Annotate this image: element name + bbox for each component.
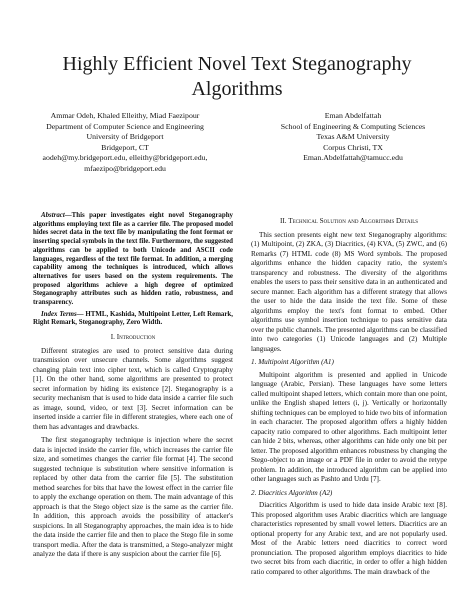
author-line: mfaezipo@bridgeport.edu: [84, 163, 166, 173]
index-terms: Index Terms— HTML, Kashida, Multipoint Letter, Left Remark, Right Remark, Steganography, Zero Width.: [33, 310, 233, 327]
paragraph: Multipoint algorithm is presented and applied in Unicode language (Arabic, Persian). These languages have some letters called multipoint shaped letters, which contain more than one point, unlike the English shaped letters (i, j). Vertically or horizontally shifting techniques can be employed to hide two bits of information in each character. The proposed algorithm offers a highly hidden capacity ratio compared to other algorithms. Each multipoint letter can hide 2 bits, whereas, other algorithms can hide only one bit per letter. The proposed algorithm enhances robustness by changing the Stego-object to an image or a PDF file in order to avoid the retype problem. In addition, the introduced algorithm can be applied into other languages such as Pashto and Urdu [7].: [251, 370, 447, 483]
left-column: [33, 212, 233, 564]
index-terms-label: Index Terms: [41, 310, 77, 318]
author-block-right: [246, 111, 460, 164]
author-line: Bridgeport, CT: [101, 142, 149, 152]
author-line: Department of Computer Science and Engineering: [46, 121, 204, 131]
author-line: Ammar Odeh, Khaled Elleithy, Miad Faezipour: [50, 111, 200, 120]
author-block-left: [16, 111, 234, 175]
subsection-heading-diacritics: 2. Diacritics Algorithm (A2): [251, 488, 333, 497]
abstract: Abstract—This paper investigates eight novel Steganography algorithms employing text file as a carrier file. The proposed model hides secret data in the text file by manipulating the font format or inserting special symbols in the text file. Furthermore, the suggested algorithms can be applied to both Unicode and ASCII code languages, regardless of the text file format. In addition, a merging capability among the techniques is introduced, which allows alternatives for users based on the system requirements. The proposed algorithms achieve a high degree of optimized Steganography attributes such as hidden ratio, robustness, and transparency.: [33, 212, 233, 307]
section-heading-introduction: I. Introduction: [110, 333, 156, 342]
abstract-text: This paper investigates eight novel Steganography algorithms employing text file as a carrier file. The proposed model hides secret data in the text file by manipulating the font format or inserting special symbols in the text file. Furthermore, the suggested algorithms can be applied to both Unicode and ASCII code languages, regardless of the text file format. In addition, a merging capability among the techniques is introduced, which allows alternatives for users based on the system requirements. The proposed algorithms achieve a high degree of optimized Steganography attributes such as hidden ratio, robustness, and transparency.: [33, 212, 233, 307]
paragraph: Different strategies are used to protect sensitive data during transmission over unsecure channels. Some algorithms suggest changing plain text into cipher text, which is called Cryptography [1]. On the other hand, some algorithms are presented to protect secret information by hiding its existence [2]. Steganography is a security mechanism that is used to hide data inside a carrier file such as image, sound, video, or text [3]. Secret information can be inserted inside a carrier file in different strategies, where each one of them has advantages and drawbacks.: [33, 346, 233, 431]
paragraph: This section presents eight new text Steganography algorithms: (1) Multipoint, (2) ZKA, (3) Diacritics, (4) KVA, (5) ZWC, and (6) Remarks (7) HTML code (8) MS Word symbols. The proposed algorithms enhance the hidden capacity ratio, the system's transparency and robustness. The diversity of the algorithms enables the users to pass their sensitive data in an authenticated and secure manner. Each algorithm has a different strategy that allows the user to hide the data inside the text file. Some of these algorithms employ the text's font format to embed. Other algorithms use symbol insertion technique to pass sensitive data over the public channels. The presented algorithms can be classified into two categories (1) Unicode languages and (2) Multiple languages.: [251, 230, 447, 353]
author-line: Eman Abdelfattah: [324, 111, 382, 120]
index-terms-text: HTML, Kashida, Multipoint Letter, Left Remark, Right Remark, Steganography, Zero Width.: [33, 310, 233, 327]
author-line: Corpus Christi, TX: [323, 142, 383, 152]
author-line: University of Bridgeport: [86, 132, 164, 142]
author-line: Eman.Abdelfattah@tamucc.edu: [303, 153, 403, 163]
paper-title: Highly Efficient Novel Text Steganography Algorithms: [62, 53, 412, 100]
paragraph: Diacritics Algorithm is used to hide data inside Arabic text [8]. This proposed algorithm uses Arabic diacritics which are language characteristics represented by small vowel letters. Diacritics are an optional property for any Arabic text, and are not popularly used. Most of the Arabic letters need diacritics to correct word pronunciation. The proposed algorithm employs diacritics to hide two secret bits from each diacritic, in order to offer a high hidden ratio compared to other algorithms. The main drawback of the: [251, 501, 447, 576]
author-line: Texas A&M University: [316, 132, 390, 142]
author-line: School of Engineering & Computing Sciences: [280, 121, 426, 131]
section-heading-technical-solution: II. Technical Solution and Algorithms Details: [279, 217, 419, 225]
abstract-label: Abstract: [41, 212, 65, 219]
author-line: aodeh@my.bridgeport.edu, elleithy@bridgeport.edu,: [42, 153, 208, 163]
right-column: [251, 212, 447, 581]
subsection-heading-multipoint: 1. Multipoint Algorithm (A1): [251, 358, 334, 366]
paragraph: The first steganography technique is injection where the secret data is injected inside the carrier file, which increases the carrier file size, and sometimes changes the carrier file format [4]. The second suggested technique is substitution where sensitive information is replaced by other data from the carrier file [5]. The substitution method searches for bits that have the lowest effect in the carrier file to apply the exchange operation on them. The main advantage of this approach is that the Stego object size is the same as the carrier file. In addition, this approach avoids the possibility of attacker's suspicions. In all Steganography approaches, the main idea is to hide the data inside the carrier file and then to place the Stego file in some transport media. After the data is transmitted, a Stego-analyzer might analyze the data if there is any suspicion about the carrier file [6].: [33, 436, 233, 559]
